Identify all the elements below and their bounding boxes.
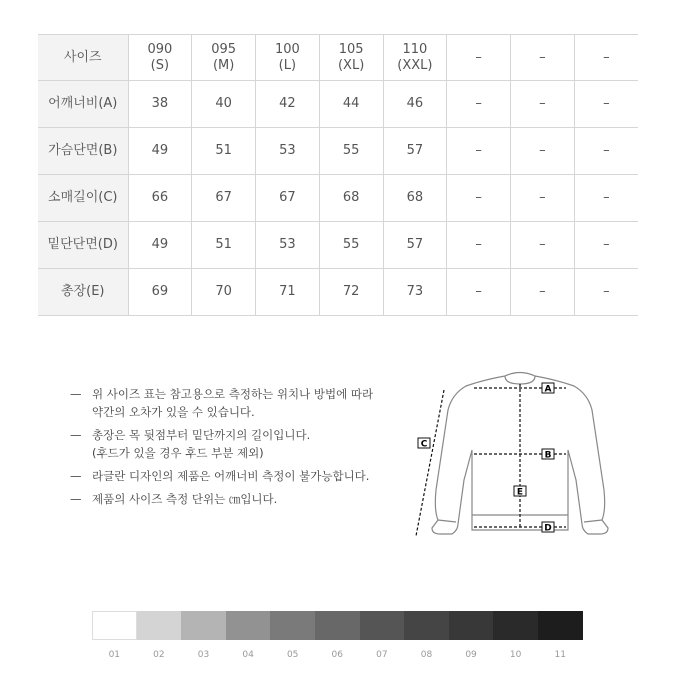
color-swatch xyxy=(315,611,360,640)
measure-lines xyxy=(416,384,566,536)
color-swatch xyxy=(449,611,494,640)
measurement-value: – xyxy=(511,128,575,175)
color-swatch xyxy=(404,611,449,640)
note-item xyxy=(70,490,373,508)
measurement-value: 40 xyxy=(192,81,256,128)
color-swatch xyxy=(92,611,137,640)
measurement-value: 55 xyxy=(319,128,383,175)
note-text: 위 사이즈 표는 참고용으로 측정하는 위치나 방법에 따라 약간의 오차가 있을 수 있습니다. xyxy=(92,387,374,419)
color-swatch-label: 06 xyxy=(331,650,343,660)
measurement-value: – xyxy=(511,269,575,316)
color-swatch-label: 11 xyxy=(554,650,566,660)
measurement-value: 69 xyxy=(128,269,192,316)
measurement-value: 71 xyxy=(256,269,320,316)
measure-labels xyxy=(418,383,554,534)
measurement-value: 55 xyxy=(319,222,383,269)
measurement-value: – xyxy=(447,175,511,222)
measurement-value: 57 xyxy=(383,128,447,175)
measurement-value: 46 xyxy=(383,81,447,128)
color-swatch-labels xyxy=(92,650,583,660)
label-d: D xyxy=(544,523,552,534)
measurement-value: – xyxy=(511,81,575,128)
color-swatch-label: 01 xyxy=(108,650,121,660)
size-header-cell xyxy=(192,35,256,81)
size-number: – xyxy=(539,49,546,65)
measurement-label: 밑단단면(D) xyxy=(38,222,128,269)
size-number: 090 xyxy=(147,41,173,57)
label-e: E xyxy=(516,487,524,498)
measurement-value: 53 xyxy=(256,222,320,269)
color-swatch-label: 03 xyxy=(197,650,210,660)
color-swatch xyxy=(360,611,405,640)
measurement-value: 38 xyxy=(128,81,192,128)
size-number: 095 xyxy=(211,41,237,57)
size-row xyxy=(38,222,638,269)
measurement-value: 49 xyxy=(128,222,192,269)
size-number: 110 xyxy=(402,41,428,57)
measurement-label: 소매길이(C) xyxy=(38,175,128,222)
measurement-value: 51 xyxy=(192,222,256,269)
size-letter: (XXL) xyxy=(397,57,433,73)
measurement-value: – xyxy=(511,222,575,269)
size-header-cell xyxy=(447,35,511,81)
measurement-value: 67 xyxy=(192,175,256,222)
size-header-label: 사이즈 xyxy=(38,35,128,81)
size-row xyxy=(38,128,638,175)
color-swatch xyxy=(538,611,583,640)
measurement-value: 72 xyxy=(319,269,383,316)
note-text: 라글란 디자인의 제품은 어깨너비 측정이 불가능합니다. xyxy=(92,469,370,483)
measurement-value: 73 xyxy=(383,269,447,316)
size-letter: (L) xyxy=(278,57,297,73)
size-header-row xyxy=(38,35,638,81)
size-number: – xyxy=(475,49,482,65)
color-swatch-label: 09 xyxy=(465,650,477,660)
color-swatch xyxy=(493,611,538,640)
size-table xyxy=(38,34,638,316)
label-b: B xyxy=(544,450,552,461)
color-swatch xyxy=(226,611,271,640)
measurement-value: 70 xyxy=(192,269,256,316)
color-swatch-label: 04 xyxy=(242,650,254,660)
measurement-value: – xyxy=(447,81,511,128)
size-header-cell xyxy=(511,35,575,81)
note-text: 총장은 목 뒷점부터 밑단까지의 길이입니다. (후드가 있을 경우 후드 부분 제외) xyxy=(92,428,311,460)
size-header-cell xyxy=(128,35,192,81)
note-bullet: — xyxy=(70,428,82,442)
size-row xyxy=(38,81,638,128)
color-swatches xyxy=(92,611,583,640)
size-number: 100 xyxy=(274,41,300,57)
size-letter: (M) xyxy=(212,57,235,73)
color-swatch-label: 05 xyxy=(286,650,299,660)
size-row xyxy=(38,269,638,316)
size-number: 105 xyxy=(338,41,364,57)
measurement-value: 67 xyxy=(256,175,320,222)
measurement-value: – xyxy=(511,175,575,222)
measurement-label: 가슴단면(B) xyxy=(38,128,128,175)
color-swatch-label: 07 xyxy=(376,650,388,660)
measurement-value: 42 xyxy=(256,81,320,128)
label-c: C xyxy=(420,439,428,450)
color-swatch-label: 02 xyxy=(153,650,165,660)
measurement-value: 49 xyxy=(128,128,192,175)
color-swatch xyxy=(137,611,182,640)
size-row xyxy=(38,175,638,222)
size-letter: (XL) xyxy=(337,57,365,73)
size-number: – xyxy=(603,49,610,65)
measurement-value: – xyxy=(574,81,638,128)
color-swatch xyxy=(181,611,226,640)
measurement-value: – xyxy=(447,269,511,316)
size-header-cell xyxy=(319,35,383,81)
measurement-value: 51 xyxy=(192,128,256,175)
measurement-value: 53 xyxy=(256,128,320,175)
size-header-cell xyxy=(574,35,638,81)
size-letter: (S) xyxy=(150,57,170,73)
color-swatch-label: 08 xyxy=(420,650,433,660)
measurement-value: 68 xyxy=(319,175,383,222)
note-bullet: — xyxy=(70,469,82,483)
note-bullet: — xyxy=(70,387,82,401)
note-bullet: — xyxy=(70,492,82,506)
color-swatch-label: 10 xyxy=(509,650,522,660)
note-item xyxy=(70,385,373,421)
measurement-value: 68 xyxy=(383,175,447,222)
measurement-value: – xyxy=(574,175,638,222)
measurement-value: 44 xyxy=(319,81,383,128)
size-header-cell xyxy=(256,35,320,81)
measurement-value: – xyxy=(447,128,511,175)
size-header-cell xyxy=(383,35,447,81)
sweatshirt-measurement-diagram xyxy=(408,370,618,550)
label-a: A xyxy=(544,384,552,395)
measurement-value: 66 xyxy=(128,175,192,222)
measurement-value: 57 xyxy=(383,222,447,269)
note-item xyxy=(70,467,373,485)
measurement-value: – xyxy=(447,222,511,269)
measurement-value: – xyxy=(574,269,638,316)
measurement-label: 총장(E) xyxy=(38,269,128,316)
color-swatch xyxy=(270,611,315,640)
measurement-label: 어깨너비(A) xyxy=(38,81,128,128)
measurement-value: – xyxy=(574,128,638,175)
note-item xyxy=(70,426,373,462)
size-notes xyxy=(70,385,373,513)
measurement-value: – xyxy=(574,222,638,269)
note-text: 제품의 사이즈 측정 단위는 ㎝입니다. xyxy=(92,492,278,506)
